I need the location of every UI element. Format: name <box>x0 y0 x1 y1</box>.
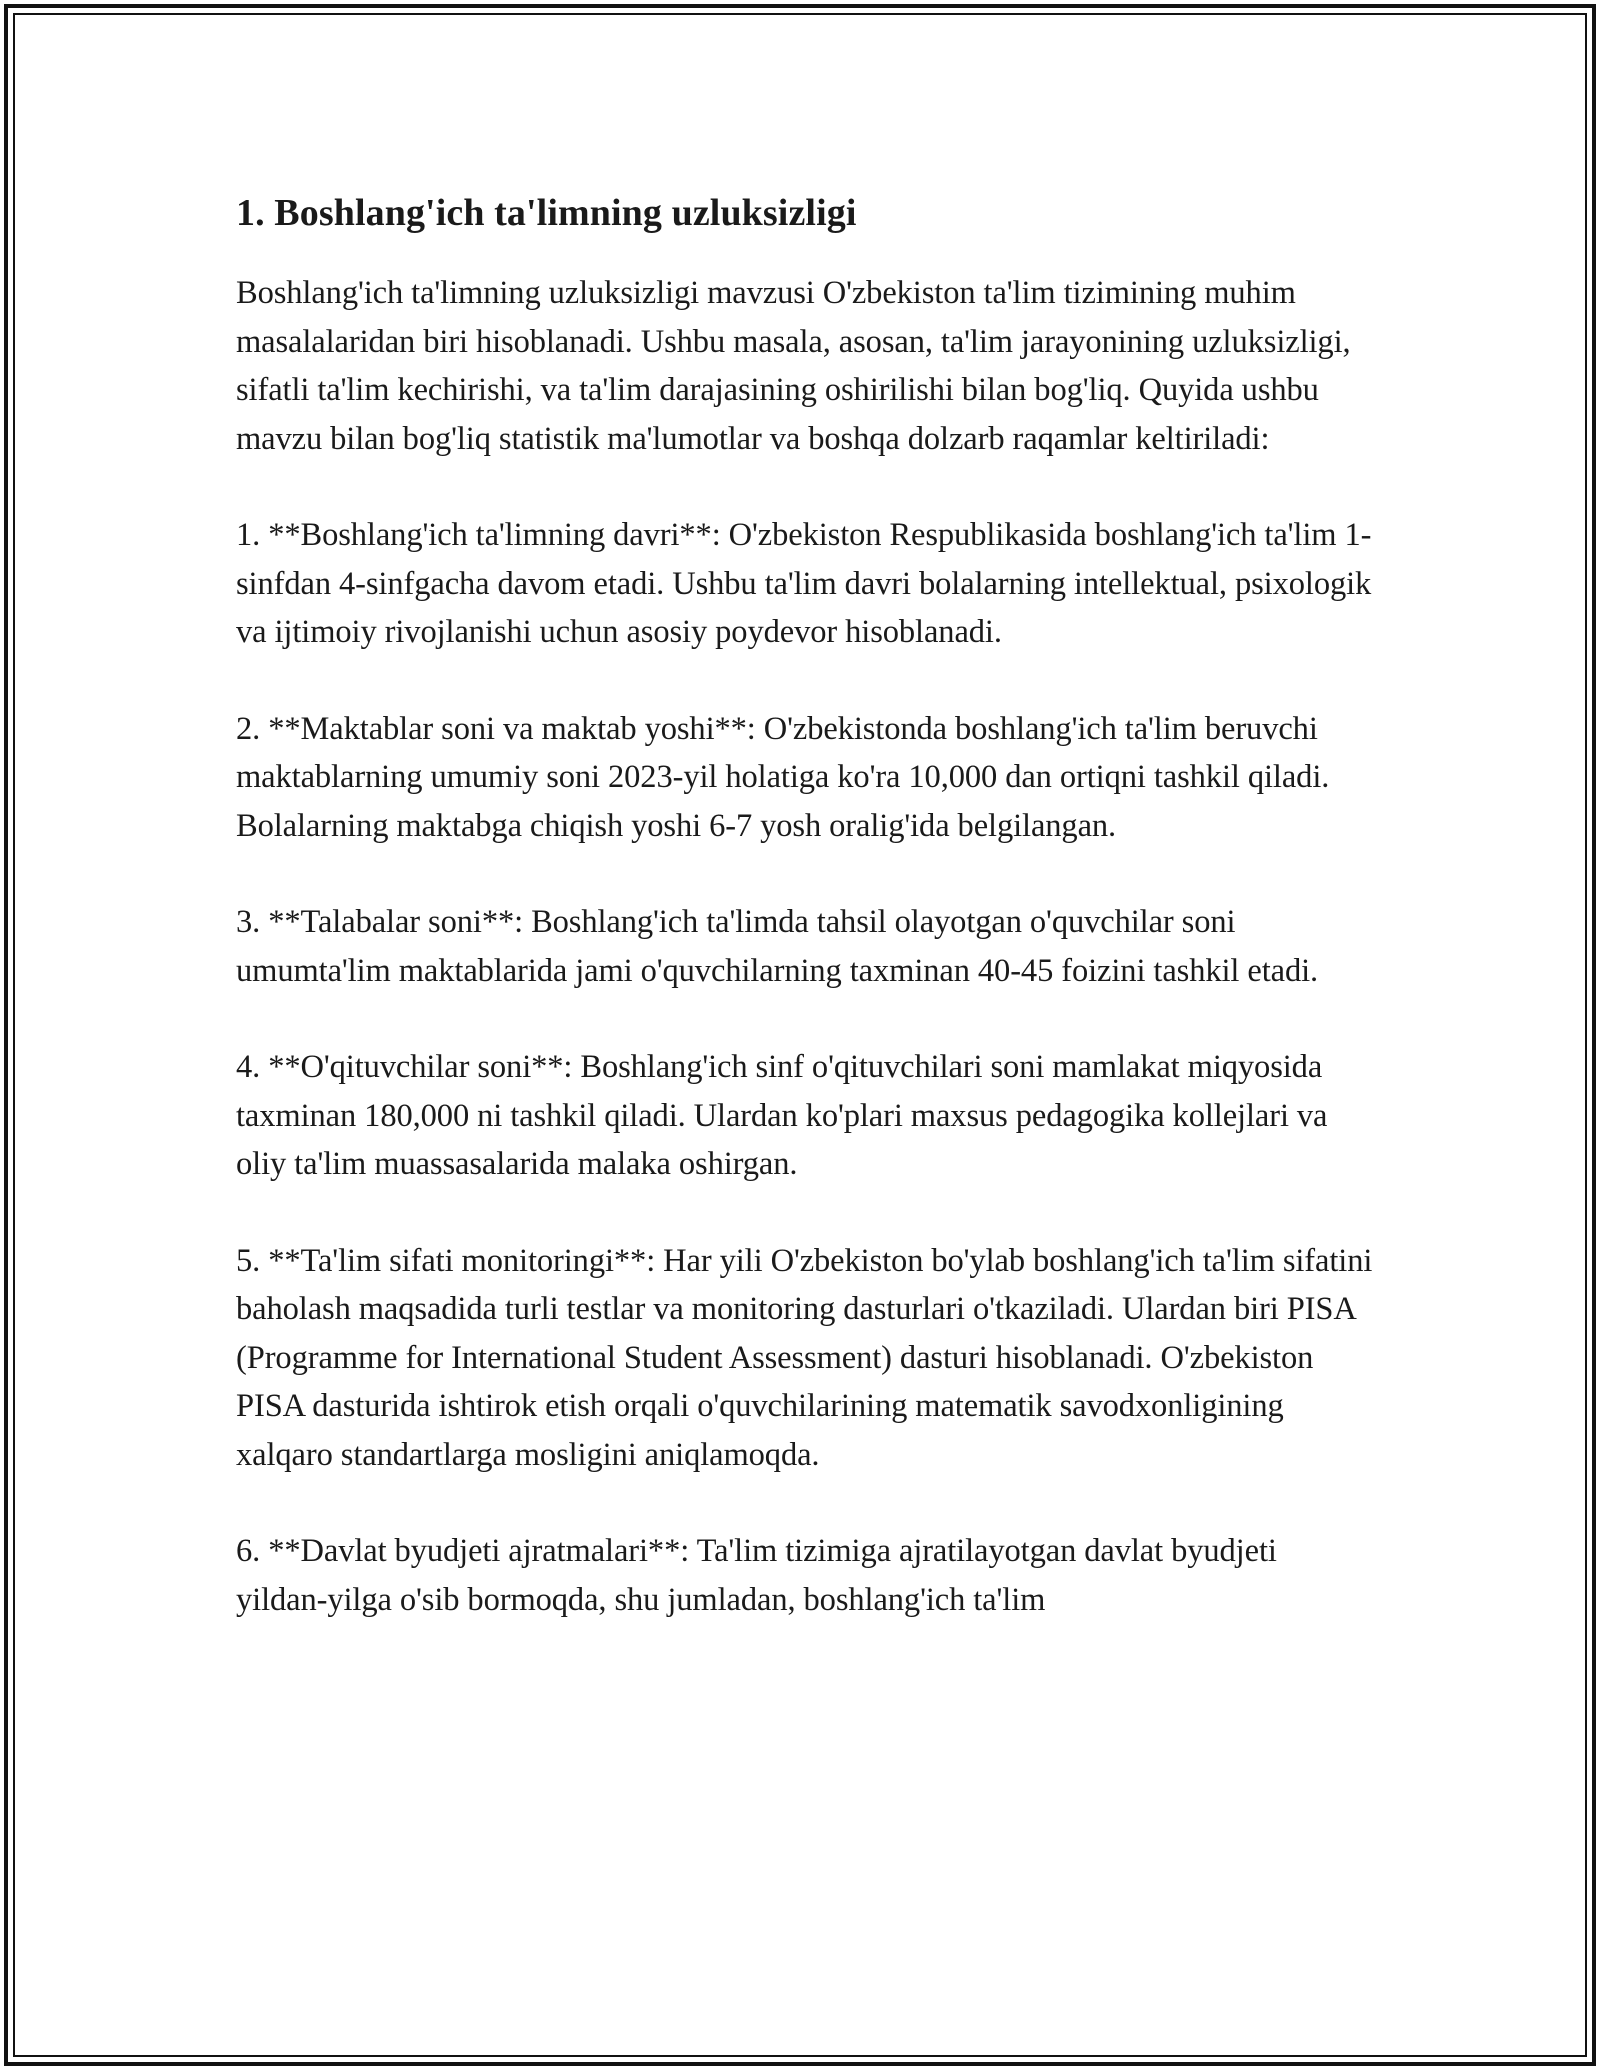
list-item-4-paragraph: 4. **O'qituvchilar soni**: Boshlang'ich sinf o'qituvchilari soni mamlakat miqyosida taxminan 180,000 ni tashkil qiladi. Ulardan ko'plari maxsus pedagogika kollejlari va oliy ta'lim muassasalarida malaka oshirgan. <box>236 1049 1328 1182</box>
list-item-5-paragraph: 5. **Ta'lim sifati monitoringi**: Har yili O'zbekiston bo'ylab boshlang'ich ta'lim sifatini baholash maqsadida turli testlar va monitoring dasturlari o'tkaziladi. Ulardan biri PISA (Programme for International Student Assessment) dasturi hisoblanadi. O'zbekiston PISA dasturida ishtirok etish orqali o'quvchilarining matematik savodxonligining xalqaro standartlarga mosligini aniqlamoqda. <box>236 1242 1373 1473</box>
list-item-6-paragraph: 6. **Davlat byudjeti ajratmalari**: Ta'lim tizimiga ajratilayotgan davlat byudjeti yildan-yilga o'sib bormoqda, shu jumladan, boshlang'ich ta'lim <box>236 1533 1277 1618</box>
document-body <box>236 186 1376 1624</box>
intro-paragraph: Boshlang'ich ta'limning uzluksizligi mavzusi O'zbekiston ta'lim tizimining muhim masalalaridan biri hisoblanadi. Ushbu masala, asosan, ta'lim jarayonining uzluksizligi, sifatli ta'lim kechirishi, va ta'lim darajasining oshirilishi bilan bog'liq. Quyida ushbu mavzu bilan bog'liq statistik ma'lumotlar va boshqa dolzarb raqamlar keltiriladi: <box>236 275 1351 457</box>
section-heading: 1. Boshlang'ich ta'limning uzluksizligi <box>236 192 857 234</box>
list-item-2-paragraph: 2. **Maktablar soni va maktab yoshi**: O'zbekistonda boshlang'ich ta'lim beruvchi maktablarning umumiy soni 2023-yil holatiga ko'ra 10,000 dan ortiqni tashkil qiladi. Bolalarning maktabga chiqish yoshi 6-7 yosh oralig'ida belgilangan. <box>236 710 1330 844</box>
list-item-1-paragraph: 1. **Boshlang'ich ta'limning davri**: O'zbekiston Respublikasida boshlang'ich ta'lim 1-sinfdan 4-sinfgacha davom etadi. Ushbu ta'lim davri bolalarning intellektual, psixologik va ijtimoiy rivojlanishi uchun asosiy poydevor hisoblanadi. <box>236 517 1372 650</box>
list-item-3-paragraph: 3. **Talabalar soni**: Boshlang'ich ta'limda tahsil olayotgan o'quvchilar soni umumta'lim maktablarida jami o'quvchilarning taxminan 40-45 foizini tashkil etadi. <box>236 904 1319 989</box>
